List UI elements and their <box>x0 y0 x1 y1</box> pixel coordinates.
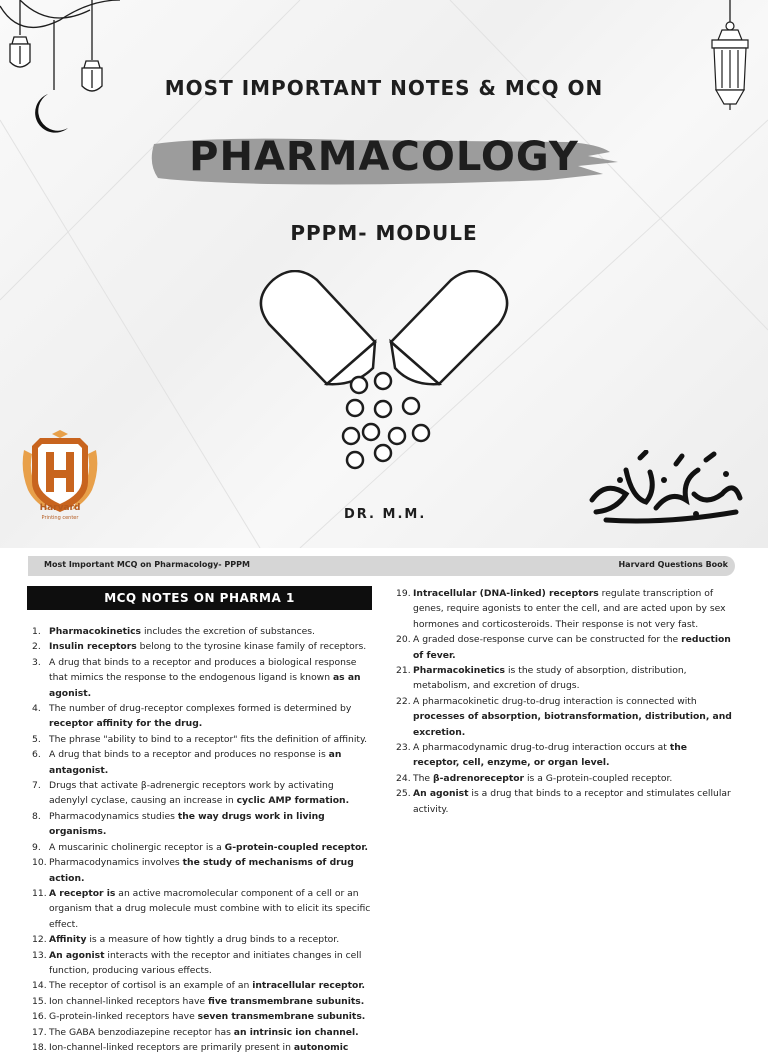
note-item <box>396 771 736 786</box>
logo-name: Harvard <box>39 503 81 513</box>
note-text: belong to the tyrosine kinase family of receptors. <box>136 641 367 653</box>
note-text: Ion channel-linked receptors have <box>49 995 209 1007</box>
note-item <box>32 809 372 840</box>
note-emphasis: processes of absorption, biotransformation, distribution, and excretion. <box>413 711 732 738</box>
note-text: A pharmacodynamic drug-to-drug interaction occurs at <box>413 742 670 754</box>
note-emphasis: β-adrenoreceptor <box>433 772 525 784</box>
note-number: 15. <box>32 995 47 1007</box>
note-number: 8. <box>32 810 41 822</box>
note-text: Pharmacodynamics involves <box>49 857 183 869</box>
note-item <box>32 1025 372 1040</box>
note-text: Drugs that activate β-adrenergic receptors work by activating adenylyl cyclase, causing an increase in <box>49 780 334 807</box>
note-number: 16. <box>32 1011 47 1023</box>
logo-subtext: Printing center <box>41 515 79 521</box>
note-item <box>32 732 372 747</box>
note-number: 19. <box>396 588 411 599</box>
cover-title: PHARMACOLOGY <box>189 134 579 180</box>
note-emphasis: A receptor is <box>49 887 116 899</box>
note-text: The GABA benzodiazepine receptor has <box>49 1026 234 1038</box>
note-text: interacts with the receptor and initiates changes in cell function, producing various effects. <box>49 949 362 976</box>
note-emphasis: An agonist <box>413 788 469 800</box>
note-number: 6. <box>32 749 41 761</box>
note-item <box>32 932 372 947</box>
notes-list-right <box>396 586 736 817</box>
note-number: 13. <box>32 949 47 961</box>
note-item <box>396 740 736 771</box>
note-text: A graded dose-response curve can be constructed for the <box>413 634 682 646</box>
note-item <box>396 663 736 694</box>
notes-list-left <box>32 624 372 1055</box>
note-emphasis: the receptor, cell, enzyme, or organ level. <box>413 742 687 769</box>
note-emphasis: an intrinsic ion channel. <box>233 1026 359 1038</box>
note-item <box>32 840 372 855</box>
note-item <box>32 994 372 1009</box>
note-number: 4. <box>32 703 41 715</box>
note-number: 20. <box>396 634 411 646</box>
note-text: is a G-protein-coupled receptor. <box>524 772 673 784</box>
note-number: 7. <box>32 780 41 792</box>
note-emphasis: Insulin receptors <box>49 641 137 653</box>
note-emphasis: receptor affinity for the drug. <box>49 718 203 730</box>
cover-subtitle: MOST IMPORTANT NOTES & MCQ ON <box>164 76 604 100</box>
note-emphasis: G-protein-coupled receptor. <box>224 841 369 853</box>
note-item <box>32 1040 372 1055</box>
notes-column-right <box>396 586 736 817</box>
note-number: 11. <box>32 887 47 899</box>
page-header-right: Harvard Questions Book <box>618 560 728 569</box>
note-number: 12. <box>32 934 47 946</box>
note-emphasis: reduction of fever. <box>413 634 731 661</box>
note-item <box>396 786 736 817</box>
note-text: an active macromolecular component of a cell or an organism that a drug molecule must combine with to elicit its specific effect. <box>49 887 371 930</box>
note-item <box>32 655 372 701</box>
note-item <box>32 624 372 639</box>
note-number: 5. <box>32 733 41 745</box>
note-item <box>32 639 372 654</box>
note-item <box>396 632 736 663</box>
note-emphasis: intracellular receptor. <box>252 980 366 992</box>
note-emphasis: cyclic AMP formation. <box>236 795 350 807</box>
note-number: 18. <box>32 1041 47 1053</box>
cover-author: DR. M.M. <box>344 507 427 522</box>
note-text: Pharmacodynamics studies <box>49 810 178 822</box>
note-number: 10. <box>32 857 47 869</box>
note-item <box>32 747 372 778</box>
note-text: The receptor of cortisol is an example of an <box>49 980 253 992</box>
notes-column-left <box>32 624 372 1055</box>
note-text: A pharmacokinetic drug-to-drug interaction is connected with <box>413 695 697 707</box>
note-emphasis: Intracellular (DNA-linked) receptors <box>413 588 599 599</box>
cover-module: PPPM- MODULE <box>290 221 478 245</box>
note-emphasis: An agonist <box>49 949 105 961</box>
note-item <box>396 586 736 632</box>
section-title: MCQ NOTES ON PHARMA 1 <box>27 586 372 610</box>
note-item <box>32 778 372 809</box>
ramadan-kareem-calligraphy <box>586 450 746 530</box>
note-text: The phrase "ability to bind to a receptor" fits the definition of affinity. <box>49 733 368 745</box>
note-text: is a measure of how tightly a drug binds to a receptor. <box>86 934 340 946</box>
note-item <box>32 886 372 932</box>
note-text: regulate transcription of genes, require agonists to enter the cell, and are acted upon by sex hormones and corticosteroids. Their response is not very fast. <box>413 588 726 630</box>
note-emphasis: as an agonist. <box>49 672 361 699</box>
note-emphasis: five transmembrane subunits. <box>208 995 365 1007</box>
note-text: Ion-channel-linked receptors are primarily present in <box>49 1041 294 1053</box>
open-capsule-icon <box>255 270 515 480</box>
note-emphasis: seven transmembrane subunits. <box>197 1011 366 1023</box>
note-text: is the study of absorption, distribution, metabolism, and excretion of drugs. <box>413 665 687 692</box>
note-number: 17. <box>32 1026 47 1038</box>
note-emphasis: Pharmacokinetics <box>413 665 506 677</box>
note-emphasis: Affinity <box>49 934 87 946</box>
note-text: G-protein-linked receptors have <box>49 1011 198 1023</box>
note-number: 2. <box>32 641 41 653</box>
note-number: 23. <box>396 742 411 754</box>
note-text: A drug that binds to a receptor and produces a biological response that mimics the response to the endogenous ligand is known <box>49 656 357 684</box>
note-emphasis: autonomic <box>293 1041 349 1053</box>
note-item <box>396 694 736 740</box>
note-number: 21. <box>396 665 411 677</box>
note-number: 25. <box>396 788 411 800</box>
note-text: A drug that binds to a receptor and produces no response is <box>49 749 329 761</box>
note-item <box>32 855 372 886</box>
note-text: includes the excretion of substances. <box>141 626 315 637</box>
note-text: is a drug that binds to a receptor and stimulates cellular activity. <box>413 788 731 815</box>
note-emphasis: an antagonist. <box>49 749 342 776</box>
note-number: 3. <box>32 656 41 668</box>
note-text: A muscarinic cholinergic receptor is a <box>49 841 225 853</box>
note-number: 1. <box>32 626 41 637</box>
note-emphasis: the study of mechanisms of drug action. <box>49 857 354 884</box>
note-item <box>32 978 372 993</box>
note-text: The <box>413 772 434 784</box>
note-text: The number of drug-receptor complexes formed is determined by <box>49 703 352 715</box>
note-number: 14. <box>32 980 47 992</box>
note-emphasis: the way drugs work in living organisms. <box>49 810 325 838</box>
note-item <box>32 701 372 732</box>
note-number: 24. <box>396 772 411 784</box>
note-number: 22. <box>396 695 411 707</box>
note-item <box>32 1009 372 1024</box>
note-emphasis: Pharmacokinetics <box>49 626 142 637</box>
page-header-left: Most Important MCQ on Pharmacology- PPPM <box>44 560 250 569</box>
note-number: 9. <box>32 841 41 853</box>
note-item <box>32 948 372 979</box>
